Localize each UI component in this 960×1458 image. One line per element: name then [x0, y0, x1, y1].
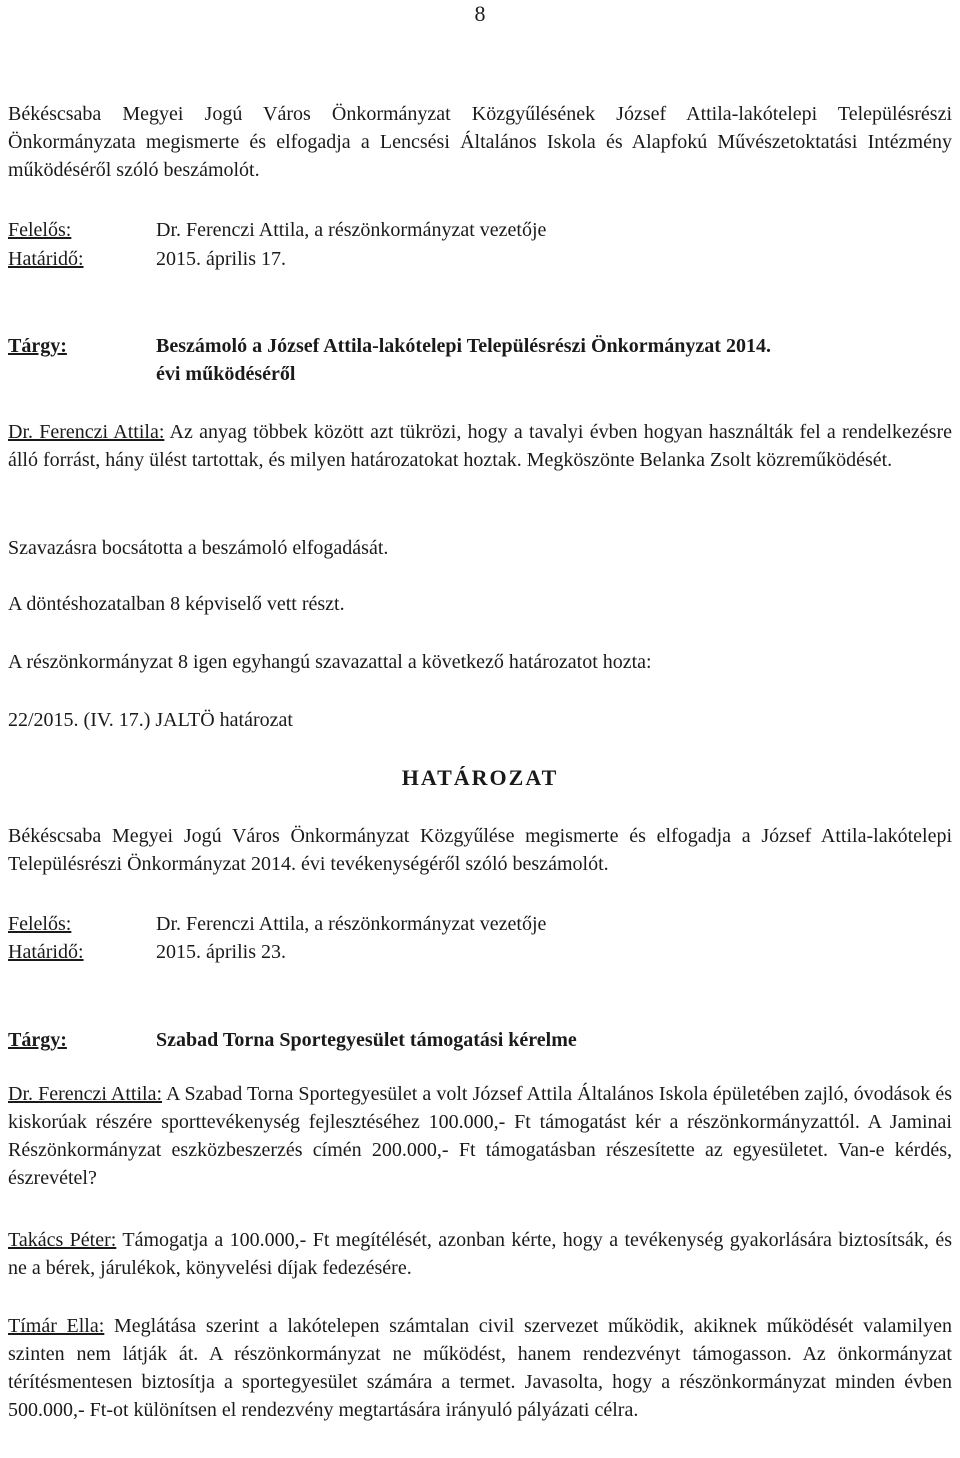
responsible-row-1: [8, 216, 952, 244]
speech-text: Támogatja a 100.000,- Ft megítélését, azonban kérte, hogy a tevékenység gyakorlására biztosítsák, és ne a bérek, járulékok, könyvelési díjak fedezésére.: [8, 1229, 952, 1279]
speaker-name: Tímár Ella:: [8, 1315, 105, 1337]
speech-text: Meglátása szerint a lakótelepen számtalan civil szervezet működik, akiknek működését valamilyen szinten nem látják át. A részönkormányzat ne működést, hanem rendezvényt támogasson. Az önkormányzat térítésmentesen biztosítja a sportegyesület számára a termet. Javasolta, hogy a részönkormányzat minden évben 500.000,- Ft-ot különítsen el rendezvény megtartására irányuló pályázati célra.: [8, 1315, 952, 1421]
speaker-name: Dr. Ferenczi Attila:: [8, 1083, 163, 1105]
subject-row-2: [8, 1026, 952, 1054]
speaker-name: Dr. Ferenczi Attila:: [8, 421, 165, 443]
responsible-label: Felelős:: [8, 913, 72, 935]
speech-paragraph-3: [8, 1226, 952, 1282]
vote-call: Szavazásra bocsátotta a beszámoló elfogadását.: [8, 537, 389, 559]
resolution-number: 22/2015. (IV. 17.) JALTÖ határozat: [8, 709, 293, 731]
deadline-row-1: [8, 245, 952, 273]
responsible-label: Felelős:: [8, 219, 72, 241]
intro-paragraph: Békéscsaba Megyei Jogú Város Önkormányzat Közgyűlésének József Attila-lakótelepi Településrészi Önkormányzata megismerte és elfogadja a Lencsési Általános Iskola és Alapfokú Művészetoktatási Intézmény működéséről szóló beszámolót.: [8, 103, 952, 181]
responsible-row-2: [8, 910, 952, 938]
subject-label: Tárgy:: [8, 1029, 67, 1051]
speech-paragraph-4: [8, 1312, 952, 1424]
subject-title: Szabad Torna Sportegyesület támogatási kérelme: [156, 1029, 577, 1051]
speech-text: A Szabad Torna Sportegyesület a volt József Attila Általános Iskola épületében zajló, óvodások és kiskorúak részére sporttevékenység fejlesztéséhez 100.000,- Ft támogatást kér a részönkormányzattól. A Jaminai Részönkormányzat eszközbeszerzés címén 200.000,- Ft támogatásban részesítette az egyesületet. Van-e kérdés, észrevétel?: [8, 1083, 952, 1189]
subject-title-line-2: évi működéséről: [156, 363, 296, 385]
deadline-label: Határidő:: [8, 941, 84, 963]
responsible-value: Dr. Ferenczi Attila, a részönkormányzat vezetője: [156, 913, 547, 935]
participants-note: A döntéshozatalban 8 képviselő vett részt.: [8, 593, 345, 615]
speech-text: Az anyag többek között azt tükrözi, hogy a tavalyi évben hogyan használták fel a rendelkezésre álló forrást, hány ülést tartottak, és milyen határozatokat hoztak. Megköszönte Belanka Zsolt közreműködését.: [8, 421, 952, 471]
speaker-name: Takács Péter:: [8, 1229, 117, 1251]
deadline-value: 2015. április 17.: [156, 248, 286, 270]
speech-paragraph-1: [8, 418, 952, 474]
page-number: 8: [474, 1, 486, 26]
deadline-label: Határidő:: [8, 248, 84, 270]
deadline-row-2: [8, 938, 952, 966]
subject-title-line-1: Beszámoló a József Attila-lakótelepi Településrészi Önkormányzat 2014.: [156, 335, 771, 357]
responsible-value: Dr. Ferenczi Attila, a részönkormányzat vezetője: [156, 219, 547, 241]
subject-label: Tárgy:: [8, 335, 67, 357]
resolution-title: HATÁROZAT: [401, 765, 559, 790]
resolution-text: Békéscsaba Megyei Jogú Város Önkormányzat Közgyűlése megismerte és elfogadja a József Attila-lakótelepi Településrészi Önkormányzat 2014. évi tevékenységéről szóló beszámolót.: [8, 825, 952, 875]
vote-result: A részönkormányzat 8 igen egyhangú szavazattal a következő határozatot hozta:: [8, 651, 652, 673]
deadline-value: 2015. április 23.: [156, 941, 286, 963]
speech-paragraph-2: [8, 1080, 952, 1192]
subject-row-1: [8, 332, 952, 392]
